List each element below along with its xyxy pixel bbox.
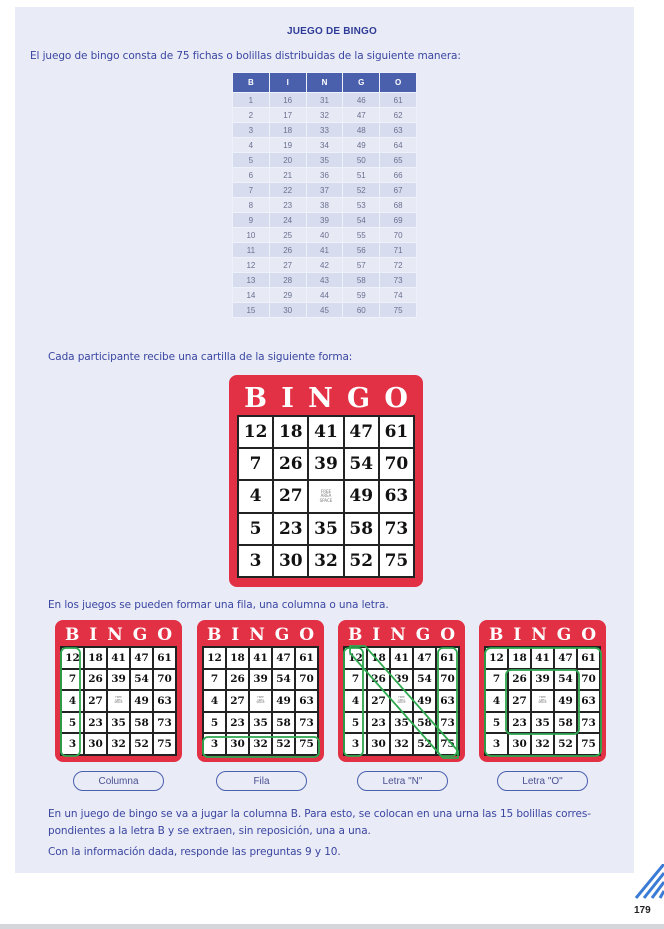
- table-cell: 57: [343, 258, 380, 273]
- card-number-cell: 52: [344, 545, 379, 577]
- card-letter: B: [488, 625, 504, 645]
- card-letter: N: [249, 625, 265, 645]
- table-cell: 58: [343, 273, 380, 288]
- card-number-cell: 73: [436, 712, 459, 734]
- card-number-cell: 4: [344, 690, 367, 712]
- table-row: [233, 288, 417, 303]
- card-number-cell: 30: [508, 733, 531, 755]
- card-number-cell: 12: [238, 416, 273, 448]
- free-space-text: [320, 490, 333, 503]
- card-number-cell: 5: [485, 712, 508, 734]
- card-letter: G: [132, 625, 148, 645]
- free-space-line: SPACE: [538, 701, 547, 705]
- table-cell: 9: [233, 213, 270, 228]
- card-number-cell: 47: [554, 647, 577, 669]
- table-cell: 40: [306, 228, 343, 243]
- card-number-cell: 23: [508, 712, 531, 734]
- table-cell: 17: [269, 108, 306, 123]
- table-cell: 62: [380, 108, 417, 123]
- table-cell: 1: [233, 93, 270, 108]
- table-cell: 65: [380, 153, 417, 168]
- table-row: [233, 93, 417, 108]
- card-letter: B: [64, 625, 80, 645]
- card-number-cell: 47: [272, 647, 295, 669]
- table-cell: 34: [306, 138, 343, 153]
- card-number-cell: 30: [273, 545, 308, 577]
- card-number-cell: 52: [413, 733, 436, 755]
- card-number-cell: 18: [84, 647, 107, 669]
- card-number-cell: 39: [249, 669, 272, 691]
- page-title: JUEGO DE BINGO: [286, 26, 378, 37]
- free-space-text: [114, 697, 122, 705]
- table-cell: 23: [269, 198, 306, 213]
- card-number-cell: 75: [379, 545, 414, 577]
- card-letter: I: [372, 625, 381, 645]
- card-letter: G: [274, 625, 290, 645]
- card-number-cell: 35: [249, 712, 272, 734]
- card-number-cell: 32: [390, 733, 413, 755]
- table-cell: 38: [306, 198, 343, 213]
- card-number-cell: 61: [153, 647, 176, 669]
- card-number-cell: 61: [379, 416, 414, 448]
- card-number-cell: 12: [344, 647, 367, 669]
- table-cell: 47: [343, 108, 380, 123]
- card-number-cell: 52: [554, 733, 577, 755]
- table-cell: 54: [343, 213, 380, 228]
- free-space-line: AREA: [256, 698, 264, 702]
- free-space-line: AREA: [538, 698, 546, 702]
- table-cell: 29: [269, 288, 306, 303]
- free-space-line: FREE: [398, 695, 405, 699]
- table-row: [233, 213, 417, 228]
- card-number-cell: 26: [226, 669, 249, 691]
- card-number-cell: 32: [531, 733, 554, 755]
- label-fila: Fila: [216, 771, 307, 791]
- card-number-cell: 47: [344, 416, 379, 448]
- table-cell: 26: [269, 243, 306, 258]
- label-letra-n: Letra "N": [357, 771, 448, 791]
- closing-line-2: pondientes a la letra B y se extraen, sin reposición, una a una.: [48, 825, 371, 837]
- card-letter: I: [281, 382, 294, 414]
- table-cell: 72: [380, 258, 417, 273]
- card-number-cell: 41: [308, 416, 343, 448]
- card-letter: N: [531, 625, 547, 645]
- card-number-cell: 63: [153, 690, 176, 712]
- card-number-cell: 26: [84, 669, 107, 691]
- card-number-cell: 49: [272, 690, 295, 712]
- card-letter: I: [231, 625, 240, 645]
- card-grid: [60, 646, 177, 756]
- card-number-cell: 70: [436, 669, 459, 691]
- card-number-cell: 63: [295, 690, 318, 712]
- table-cell: 43: [306, 273, 343, 288]
- card-number-cell: 5: [203, 712, 226, 734]
- table-cell: 24: [269, 213, 306, 228]
- table-row: [233, 228, 417, 243]
- card-letter: N: [107, 625, 123, 645]
- card-number-cell: 18: [273, 416, 308, 448]
- table-cell: 64: [380, 138, 417, 153]
- card-letter: B: [206, 625, 222, 645]
- card-number-cell: 4: [61, 690, 84, 712]
- card-number-cell: 39: [390, 669, 413, 691]
- card-number-cell: 26: [508, 669, 531, 691]
- card-header: [237, 381, 415, 415]
- card-number-cell: 70: [295, 669, 318, 691]
- table-cell: 69: [380, 213, 417, 228]
- card-number-cell: 49: [344, 480, 379, 512]
- table-cell: 13: [233, 273, 270, 288]
- table-cell: 11: [233, 243, 270, 258]
- card-number-cell: 52: [272, 733, 295, 755]
- table-cell: 18: [269, 123, 306, 138]
- table-cell: 61: [380, 93, 417, 108]
- table-cell: 42: [306, 258, 343, 273]
- table-row: [233, 183, 417, 198]
- card-header: [484, 624, 601, 646]
- free-space-line: SPACE: [114, 701, 123, 705]
- card-letter: N: [308, 382, 333, 414]
- table-row: [233, 273, 417, 288]
- card-number-cell: 5: [344, 712, 367, 734]
- table-cell: 25: [269, 228, 306, 243]
- card-intro-text: Cada participante recibe una cartilla de la siguiente forma:: [48, 351, 353, 363]
- card-number-cell: 27: [508, 690, 531, 712]
- card-number-cell: 23: [226, 712, 249, 734]
- card-number-cell: 49: [554, 690, 577, 712]
- table-header-cell: O: [380, 73, 417, 93]
- table-cell: 55: [343, 228, 380, 243]
- free-space-line: AREA: [320, 493, 332, 499]
- card-number-cell: 3: [485, 733, 508, 755]
- card-number-cell: 63: [436, 690, 459, 712]
- card-number-cell: 39: [308, 448, 343, 480]
- card-number-cell: 58: [344, 513, 379, 545]
- table-cell: 45: [306, 303, 343, 318]
- card-number-cell: 23: [273, 513, 308, 545]
- table-cell: 6: [233, 168, 270, 183]
- table-cell: 41: [306, 243, 343, 258]
- card-number-cell: 4: [485, 690, 508, 712]
- card-number-cell: 27: [367, 690, 390, 712]
- free-space-line: FREE: [257, 695, 264, 699]
- card-number-cell: 3: [238, 545, 273, 577]
- label-letra-o: Letra "O": [497, 771, 588, 791]
- card-number-cell: 12: [61, 647, 84, 669]
- label-columna: Columna: [73, 771, 164, 791]
- card-number-cell: 75: [153, 733, 176, 755]
- table-cell: 56: [343, 243, 380, 258]
- card-letter: G: [347, 382, 371, 414]
- bingo-card-row: [197, 620, 324, 762]
- distribution-table: [232, 72, 417, 318]
- table-cell: 74: [380, 288, 417, 303]
- card-number-cell: 70: [153, 669, 176, 691]
- free-space-line: SPACE: [319, 497, 333, 503]
- card-number-cell: 18: [367, 647, 390, 669]
- table-cell: 5: [233, 153, 270, 168]
- table-header-cell: I: [269, 73, 306, 93]
- card-number-cell: 18: [508, 647, 531, 669]
- card-number-cell: 7: [344, 669, 367, 691]
- table-row: [233, 198, 417, 213]
- table-cell: 66: [380, 168, 417, 183]
- table-cell: 27: [269, 258, 306, 273]
- free-space-cell: [308, 480, 343, 512]
- table-cell: 8: [233, 198, 270, 213]
- table-cell: 4: [233, 138, 270, 153]
- card-number-cell: 54: [272, 669, 295, 691]
- card-number-cell: 30: [367, 733, 390, 755]
- table-cell: 46: [343, 93, 380, 108]
- card-number-cell: 26: [273, 448, 308, 480]
- page-number: 179: [634, 905, 651, 916]
- card-number-cell: 75: [577, 733, 600, 755]
- decorative-stripes-icon: [634, 864, 664, 904]
- bingo-card-example: [229, 375, 423, 587]
- card-letter: G: [556, 625, 572, 645]
- closing-line-1: En un juego de bingo se va a jugar la columna B. Para esto, se colocan en una urna las 15 bolillas corres-: [48, 808, 591, 820]
- card-letter: B: [347, 625, 363, 645]
- card-letter: B: [244, 382, 267, 414]
- card-grid: [343, 646, 460, 756]
- table-cell: 39: [306, 213, 343, 228]
- table-row: [233, 303, 417, 318]
- card-number-cell: 58: [554, 712, 577, 734]
- free-space-cell: [249, 690, 272, 712]
- table-cell: 22: [269, 183, 306, 198]
- table-cell: 33: [306, 123, 343, 138]
- bottom-bar: [0, 924, 664, 929]
- table-cell: 19: [269, 138, 306, 153]
- card-number-cell: 23: [367, 712, 390, 734]
- card-number-cell: 49: [413, 690, 436, 712]
- card-number-cell: 54: [130, 669, 153, 691]
- card-number-cell: 47: [130, 647, 153, 669]
- table-cell: 71: [380, 243, 417, 258]
- table-cell: 53: [343, 198, 380, 213]
- card-letter: I: [513, 625, 522, 645]
- table-cell: 10: [233, 228, 270, 243]
- card-number-cell: 54: [344, 448, 379, 480]
- card-number-cell: 35: [308, 513, 343, 545]
- table-cell: 15: [233, 303, 270, 318]
- card-number-cell: 35: [107, 712, 130, 734]
- card-number-cell: 27: [226, 690, 249, 712]
- card-number-cell: 61: [295, 647, 318, 669]
- card-number-cell: 73: [153, 712, 176, 734]
- card-number-cell: 41: [249, 647, 272, 669]
- card-number-cell: 27: [273, 480, 308, 512]
- free-space-cell: [531, 690, 554, 712]
- card-number-cell: 7: [61, 669, 84, 691]
- card-number-cell: 63: [379, 480, 414, 512]
- free-space-text: [397, 697, 405, 705]
- table-cell: 73: [380, 273, 417, 288]
- card-number-cell: 12: [203, 647, 226, 669]
- free-space-line: SPACE: [256, 701, 265, 705]
- free-space-line: AREA: [114, 698, 122, 702]
- free-space-line: SPACE: [397, 701, 406, 705]
- card-number-cell: 58: [413, 712, 436, 734]
- free-space-line: FREE: [539, 695, 546, 699]
- table-header-cell: G: [343, 73, 380, 93]
- card-number-cell: 4: [238, 480, 273, 512]
- card-number-cell: 27: [84, 690, 107, 712]
- card-letter: N: [390, 625, 406, 645]
- card-number-cell: 3: [344, 733, 367, 755]
- free-space-text: [538, 697, 546, 705]
- table-cell: 20: [269, 153, 306, 168]
- card-letter: I: [89, 625, 98, 645]
- card-number-cell: 70: [577, 669, 600, 691]
- table-cell: 50: [343, 153, 380, 168]
- table-cell: 70: [380, 228, 417, 243]
- card-grid: [202, 646, 319, 756]
- card-number-cell: 7: [238, 448, 273, 480]
- card-number-cell: 49: [130, 690, 153, 712]
- table-cell: 14: [233, 288, 270, 303]
- table-cell: 21: [269, 168, 306, 183]
- card-number-cell: 18: [226, 647, 249, 669]
- closing-line-3: Con la información dada, responde las preguntas 9 y 10.: [48, 846, 341, 858]
- table-cell: 44: [306, 288, 343, 303]
- card-number-cell: 3: [203, 733, 226, 755]
- table-row: [233, 108, 417, 123]
- card-letter: O: [440, 625, 455, 645]
- bingo-card-letter-o: [479, 620, 606, 762]
- card-number-cell: 75: [436, 733, 459, 755]
- table-cell: 49: [343, 138, 380, 153]
- card-number-cell: 63: [577, 690, 600, 712]
- card-number-cell: 61: [436, 647, 459, 669]
- card-number-cell: 58: [130, 712, 153, 734]
- table-cell: 12: [233, 258, 270, 273]
- table-cell: 36: [306, 168, 343, 183]
- card-grid: [237, 415, 415, 578]
- table-header-cell: B: [233, 73, 270, 93]
- card-number-cell: 4: [203, 690, 226, 712]
- table-cell: 48: [343, 123, 380, 138]
- card-number-cell: 41: [531, 647, 554, 669]
- table-cell: 3: [233, 123, 270, 138]
- table-cell: 52: [343, 183, 380, 198]
- card-number-cell: 5: [61, 712, 84, 734]
- card-number-cell: 61: [577, 647, 600, 669]
- table-cell: 51: [343, 168, 380, 183]
- card-number-cell: 30: [226, 733, 249, 755]
- card-letter: O: [581, 625, 596, 645]
- table-cell: 35: [306, 153, 343, 168]
- card-number-cell: 70: [379, 448, 414, 480]
- card-number-cell: 7: [203, 669, 226, 691]
- free-space-line: AREA: [397, 698, 405, 702]
- patterns-intro-text: En los juegos se pueden formar una fila, una columna o una letra.: [48, 599, 389, 611]
- table-cell: 30: [269, 303, 306, 318]
- free-space-cell: [390, 690, 413, 712]
- card-letter: G: [415, 625, 431, 645]
- card-number-cell: 5: [238, 513, 273, 545]
- table-cell: 7: [233, 183, 270, 198]
- free-space-line: FREE: [115, 695, 122, 699]
- card-number-cell: 32: [107, 733, 130, 755]
- card-number-cell: 58: [272, 712, 295, 734]
- table-row: [233, 168, 417, 183]
- bingo-card-letter-n: [338, 620, 465, 762]
- table-cell: 37: [306, 183, 343, 198]
- table-cell: 28: [269, 273, 306, 288]
- free-space-line: FREE: [320, 489, 332, 495]
- free-space-cell: [107, 690, 130, 712]
- card-number-cell: 35: [390, 712, 413, 734]
- card-number-cell: 73: [295, 712, 318, 734]
- bingo-card-column: [55, 620, 182, 762]
- free-space-text: [256, 697, 264, 705]
- card-number-cell: 39: [107, 669, 130, 691]
- card-number-cell: 75: [295, 733, 318, 755]
- table-header-cell: N: [306, 73, 343, 93]
- table-row: [233, 258, 417, 273]
- intro-text: El juego de bingo consta de 75 fichas o bolillas distribuidas de la siguiente manera:: [30, 50, 461, 62]
- card-number-cell: 32: [249, 733, 272, 755]
- table-cell: 63: [380, 123, 417, 138]
- card-letter: O: [384, 382, 408, 414]
- card-number-cell: 39: [531, 669, 554, 691]
- card-header: [343, 624, 460, 646]
- table-row: [233, 138, 417, 153]
- card-number-cell: 41: [107, 647, 130, 669]
- card-number-cell: 73: [577, 712, 600, 734]
- card-number-cell: 32: [308, 545, 343, 577]
- card-number-cell: 54: [554, 669, 577, 691]
- table-row: [233, 153, 417, 168]
- table-row: [233, 243, 417, 258]
- table-cell: 68: [380, 198, 417, 213]
- table-cell: 59: [343, 288, 380, 303]
- card-number-cell: 35: [531, 712, 554, 734]
- card-number-cell: 12: [485, 647, 508, 669]
- table-cell: 75: [380, 303, 417, 318]
- table-cell: 2: [233, 108, 270, 123]
- card-number-cell: 23: [84, 712, 107, 734]
- card-header: [60, 624, 177, 646]
- table-cell: 16: [269, 93, 306, 108]
- card-number-cell: 54: [413, 669, 436, 691]
- card-number-cell: 7: [485, 669, 508, 691]
- card-number-cell: 41: [390, 647, 413, 669]
- table-cell: 67: [380, 183, 417, 198]
- card-number-cell: 26: [367, 669, 390, 691]
- card-number-cell: 30: [84, 733, 107, 755]
- card-number-cell: 3: [61, 733, 84, 755]
- card-letter: O: [299, 625, 314, 645]
- card-header: [202, 624, 319, 646]
- card-grid: [484, 646, 601, 756]
- table-cell: 32: [306, 108, 343, 123]
- card-number-cell: 52: [130, 733, 153, 755]
- table-cell: 31: [306, 93, 343, 108]
- table-row: [233, 123, 417, 138]
- table-cell: 60: [343, 303, 380, 318]
- card-number-cell: 47: [413, 647, 436, 669]
- card-number-cell: 73: [379, 513, 414, 545]
- card-letter: O: [157, 625, 172, 645]
